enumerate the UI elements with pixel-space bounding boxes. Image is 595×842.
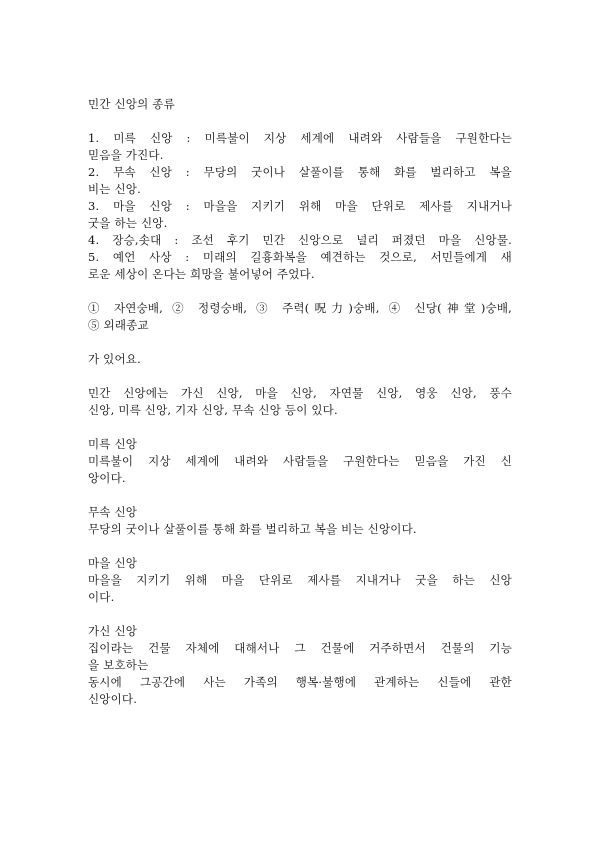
enumeration (88, 300, 512, 334)
document-body (88, 96, 512, 708)
section-heading: 가신 신앙 (88, 624, 138, 638)
summary-line: 민간 신앙에는 가신 신앙, 마을 신앙, 자연물 신앙, 영웅 신앙, 풍수 (88, 386, 512, 400)
list-line: 믿음을 가진다. (88, 148, 164, 162)
list-line: 비는 신앙. (88, 182, 141, 196)
section-line: 무당의 굿이나 살풀이를 통해 화를 벌리하고 복을 비는 신앙이다. (88, 522, 417, 536)
list-line: 4. 장승,솟대 : 조선 후기 민간 신앙으로 널리 퍼졌던 마을 신앙물. (88, 233, 512, 247)
section-line: 신앙이다. (88, 692, 138, 706)
list-line: 3. 마을 신앙 : 마을을 지키기 위해 마을 단위로 제사를 지내거나 (88, 199, 512, 213)
enum-line: ① 자연숭배, ② 정령숭배, ③ 주력(呪力)숭배, ④ 신당(神堂)숭배, (88, 301, 512, 315)
list-line: 2. 무속 신앙 : 무당의 굿이나 살풀이를 통해 화를 벌리하고 복을 (88, 165, 512, 179)
section-household (88, 623, 512, 708)
enum-tail: 가 있어요. (88, 352, 141, 366)
enum-line: ⑤ 외래종교 (88, 318, 149, 332)
section-line: 마을을 지키기 위해 마을 단위로 제사를 지내거나 굿을 하는 신앙 (88, 573, 512, 587)
types-list (88, 130, 512, 283)
document-title: 민간 신앙의 종류 (88, 97, 175, 111)
section-line: 집이라는 건물 자체에 대해서나 그 건물에 거주하면서 건물의 기능 (88, 641, 512, 655)
section-line: 이다. (88, 590, 115, 604)
list-line: 로운 세상이 온다는 희망을 불어넣어 주었다. (88, 267, 315, 281)
section-shamanism (88, 504, 512, 538)
summary-line: 신앙, 미륵 신앙, 기자 신앙, 무속 신앙 등이 있다. (88, 403, 338, 417)
list-line: 굿을 하는 신앙. (88, 216, 168, 230)
section-maitreya (88, 436, 512, 487)
section-line: 을 보호하는 (88, 658, 149, 672)
list-line: 5. 예언 사상 : 미래의 길흉화복을 예견하는 것으로, 서민들에게 새 (88, 250, 512, 264)
section-heading: 무속 신앙 (88, 505, 138, 519)
section-heading: 미륵 신앙 (88, 437, 138, 451)
section-heading: 마을 신앙 (88, 556, 138, 570)
section-village (88, 555, 512, 606)
section-line: 미륵불이 지상 세계에 내려와 사람들을 구원한다는 믿음을 가진 신 (88, 454, 512, 468)
section-line: 동시에 그공간에 사는 가족의 행복·불행에 관계하는 신들에 관한 (88, 675, 512, 689)
list-line: 1. 미륵 신앙 : 미륵불이 지상 세계에 내려와 사람들을 구원한다는 (88, 131, 512, 145)
summary-paragraph (88, 385, 512, 419)
section-line: 앙이다. (88, 471, 126, 485)
